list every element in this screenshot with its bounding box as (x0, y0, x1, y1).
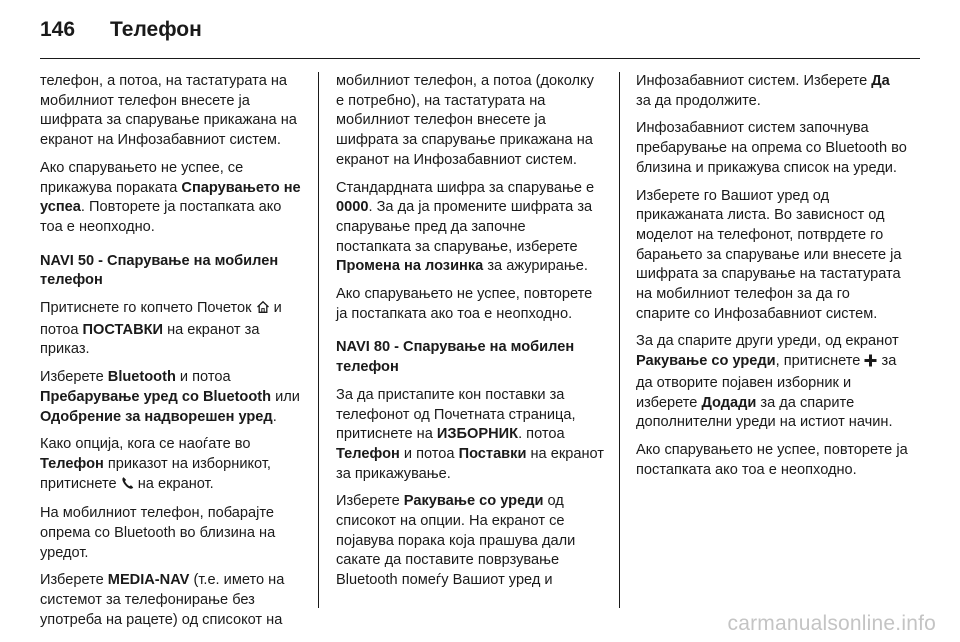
paragraph (336, 492, 604, 591)
bold-text: 0000 (336, 199, 369, 216)
text: за да спарите дополнителни уреди на истиот начин. (636, 394, 893, 431)
text: (т.е. името на системот за телефонирање без употреба на рацете) од списокот на (40, 572, 285, 628)
page-number: 146 (40, 18, 76, 41)
text: Како опција, кога се наоѓате во (40, 436, 251, 453)
paragraph: телефон, а потоа, на тастатурата на мобилниот телефон внесете ја шифрата за спарување прикажана на екранот на Инфозабавниот систем. (40, 73, 297, 149)
paragraph (40, 435, 308, 496)
watermark: carmanualsonline.info (727, 612, 936, 635)
section-heading: NAVI 50 - Спарување на мобилен телефон (40, 252, 279, 289)
phone-icon (121, 476, 134, 497)
bold-text: Bluetooth (107, 369, 176, 386)
text: Стандардната шифра за спарување е (336, 179, 595, 196)
bold-text: Телефон (40, 455, 104, 472)
column-3 (636, 72, 908, 488)
header-rule (40, 58, 920, 59)
text: Изберете (40, 369, 108, 386)
paragraph: Ако спарувањето не успее, повторете ја постапката ако тоа е неопходно. (636, 441, 908, 478)
text: . (272, 408, 277, 425)
paragraph (40, 571, 308, 630)
text: приказот на изборникот, притиснете (40, 455, 271, 492)
paragraph (636, 72, 908, 111)
bold-text: Телефон (336, 445, 400, 462)
bold-text: ПОСТАВКИ (82, 321, 164, 338)
text: и потоа (399, 445, 459, 462)
bold-text: ИЗБОРНИК (436, 426, 519, 443)
text: и потоа (40, 300, 282, 338)
text: . За да ја промените шифрата за спарување пред да започне постапката за спарување, изберете (336, 199, 593, 255)
page-title: Телефон (110, 18, 202, 41)
column-divider-1 (318, 72, 319, 608)
text: , притиснете (775, 353, 865, 370)
paragraph: Ако спарувањето не успее, повторете ја постапката ако тоа е неопходно. (336, 286, 593, 322)
text: на екранот. (133, 475, 214, 492)
text: за ажурирање. (483, 258, 588, 275)
bold-text: Ракување со уреди (636, 353, 776, 370)
paragraph (40, 299, 308, 360)
text: Изберете (336, 493, 404, 510)
bold-text: Промена на лозинка (336, 258, 484, 275)
bold-text: Ракување со уреди (403, 493, 544, 510)
paragraph: Изберете го Вашиот уред од прикажаната листа. Во зависност од моделот на телефонот, потврдете го барањето за спарување или внесете ја шифрата за спарување на тастатурата на мобилниот телефон за да го спарите со Инфозабавниот систем. (636, 187, 902, 322)
paragraph: мобилниот телефон, а потоа (доколку е потребно), на тастатурата на мобилниот телефон внесете ја шифрата за спарување прикажана на екранот на Инфозабавниот систем. (336, 73, 594, 168)
text: За да пристапите кон поставки за телефонот од Почетната страница, притиснете на (336, 386, 576, 443)
text: од списокот на опции. На екранот се појавува порака која прашува дали сакате да поставите поврзување Bluetooth помеѓу Вашиот уред и (336, 493, 576, 589)
bold-text: Одобрение за надворешен уред (40, 408, 273, 425)
paragraph (40, 159, 308, 238)
text: За да спарите други уреди, од екранот (636, 333, 899, 350)
text: на екранот за приказ. (40, 321, 260, 358)
bold-text: Да (871, 73, 890, 89)
home-icon (256, 300, 270, 321)
text: Инфозабавниот систем. Изберете (636, 73, 872, 89)
column-2 (336, 72, 604, 599)
page-header (40, 18, 202, 48)
text: Ако спарувањето не успее, се прикажува пораката (40, 159, 244, 196)
text: за да продолжите. (636, 92, 761, 109)
paragraph (336, 386, 604, 485)
column-divider-2 (619, 72, 620, 608)
paragraph (336, 179, 604, 278)
text: Притиснете го копчето Почеток (40, 300, 256, 317)
bold-text: Пребарување уред со Bluetooth (40, 388, 272, 405)
paragraph: Инфозабавниот систем започнува пребарување на опрема со Bluetooth во близина и прикажува список на уреди. (636, 120, 907, 176)
paragraph: На мобилниот телефон, побарајте опрема со Bluetooth во близина на уредот. (40, 505, 276, 561)
section-heading: NAVI 80 - Спарување на мобилен телефон (336, 339, 575, 376)
bold-text: MEDIA-NAV (107, 572, 190, 589)
text: . потоа (518, 426, 565, 443)
plus-icon (864, 354, 877, 374)
text: за да отворите појавен изборник и изберете (636, 353, 897, 411)
text: Изберете (40, 572, 108, 589)
text: или (271, 388, 300, 405)
text: на екранот за прикажување. (336, 445, 604, 482)
bold-text: Поставки (458, 445, 527, 462)
paragraph (636, 332, 908, 433)
text: и потоа (175, 369, 231, 386)
bold-text: Спарувањето не успеа (40, 179, 301, 216)
paragraph (40, 368, 308, 427)
bold-text: Додади (701, 394, 757, 411)
text: . Повторете ја постапката ако тоа е неопходно. (40, 199, 282, 235)
column-1 (40, 72, 308, 639)
